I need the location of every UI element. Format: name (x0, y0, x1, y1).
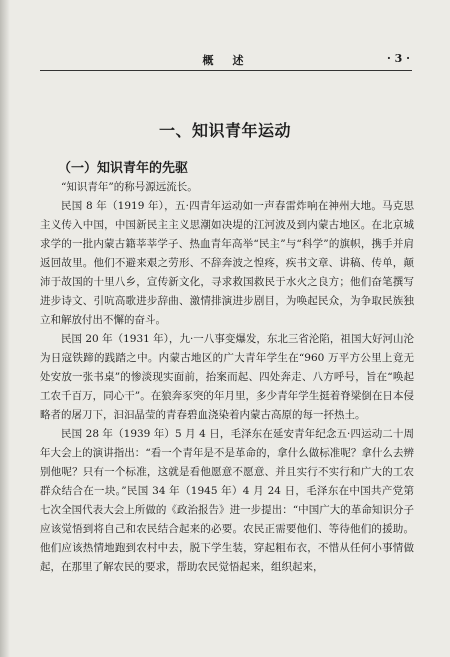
header-rule (40, 70, 412, 71)
paragraph: “知识青年”的称号源远流长。 (61, 181, 198, 193)
running-header (40, 52, 410, 72)
paragraph: 民国 28 年（1939 年）5 月 4 日，毛泽东在延安青年纪念五·四运动二十周年大会上的演讲指出：“看一个青年是不是革命的，拿什么做标准呢？拿什么去辨别他呢？只有一个标准，这就是看他愿意不愿意、并且实行不实行和广大的工农群众结合在一块。”民国 34 年（1945 年）4 月 24 日，毛泽东在中国共产党第七次全国代表大会上所做的《政治报告》进一步提出：“中国广大的革命知识分子应该觉悟到将自己和农民结合起来的必要。农民正需要他们、等待他们的援助。他们应该热情地跑到农村中去，脱下学生装，穿起粗布衣，不惜从任何小事情做起，在那里了解农民的要求，帮助农民觉悟起来，组织起来， (40, 428, 414, 573)
section-title: 一、知识青年运动 (158, 121, 291, 140)
paragraph: 民国 20 年（1931 年），九·一八事变爆发，东北三省沦陷，祖国大好河山沦为日寇铁蹄的践踏之中。内蒙古地区的广大青年学生在“960 万平方公里上竟无处安放一张书桌”的惨淡现实面前，抬案而起、四处奔走、八方呼号，旨在“唤起工农千百万，同心干”。在狼奔豕突的年月里，多少青年学生挺着脊梁倒在日本侵略者的屠刀下，汩汩晶莹的青春碧血浇染着内蒙古高原的每一抔热土。 (40, 333, 414, 421)
page-number: · 3 · (387, 52, 410, 65)
page-edge-shadow (0, 0, 10, 657)
header-title: 概 述 (202, 54, 248, 67)
paragraph: 民国 8 年（1919 年），五·四青年运动如一声春雷炸响在神州大地。马克思主义传入中国，中国新民主主义思潮如决堤的江河波及到内蒙古地区。在北京城求学的一批内蒙古籍莘莘学子、热血青年高举“民主”与“科学”的旗帜，携手并肩返回故里。他们不避来艰之劳形、不辞奔波之惶疼，疾书文章、讲稿、传单，颠沛于故国的十里八乡，宣传新文化，寻求救国救民于水火之良方；他们奋笔撰写进步诗文、引吭高歌进步辞曲、激情排演进步剧目，为唤起民众，为争取民族独立和解放付出不懈的奋斗。 (40, 200, 414, 326)
subsection-title: （一）知识青年的先驱 (58, 161, 189, 176)
body-text (40, 178, 414, 577)
